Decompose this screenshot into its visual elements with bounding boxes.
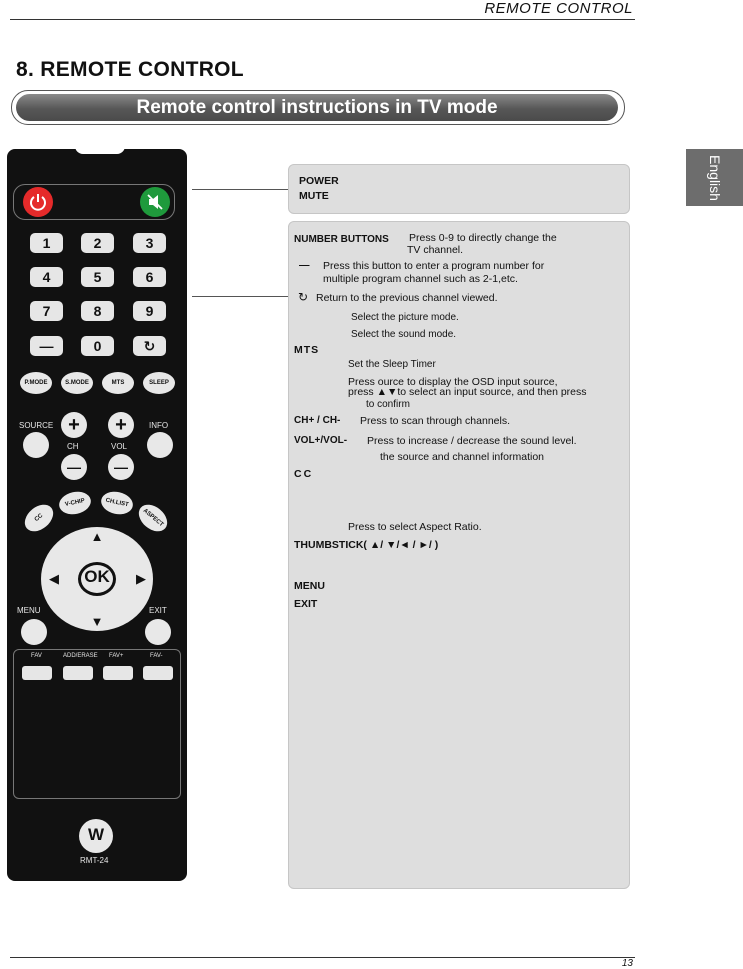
info-label: INFO [149, 421, 169, 430]
dash-symbol: — [299, 259, 310, 271]
fav-minus-button[interactable] [143, 666, 173, 680]
vol-desc: Press to increase / decrease the sound level. [367, 435, 577, 447]
model-label: RMT-24 [80, 856, 109, 865]
dash-desc-2: multiple program channel such as 2-1,etc. [323, 273, 518, 285]
minus-icon: — [67, 459, 81, 475]
number-button-7[interactable]: 7 [30, 301, 63, 321]
number-button-5[interactable]: 5 [81, 267, 114, 287]
leader-line-power [192, 189, 288, 190]
ok-label: OK [84, 567, 110, 586]
info-button[interactable] [147, 432, 173, 458]
header-title: REMOTE CONTROL [484, 0, 633, 17]
sleep-button[interactable]: SLEEP [143, 372, 175, 394]
sleep-desc: Set the Sleep Timer [348, 359, 436, 370]
exit-label: EXIT [149, 606, 167, 615]
language-tab-label: English [706, 154, 723, 201]
mute-button[interactable] [140, 187, 170, 217]
number-buttons-heading: NUMBER BUTTONS [294, 234, 389, 245]
smode-desc: Select the sound mode. [351, 329, 457, 340]
vol-down-button[interactable] [108, 454, 134, 480]
cc-button[interactable]: CC [20, 499, 59, 536]
leader-line-numbers [192, 296, 288, 297]
vol-label: VOL [111, 442, 128, 451]
fav-plus-label: FAV+ [109, 653, 124, 659]
mts-button[interactable]: MTS [102, 372, 134, 394]
menu-label: MENU [17, 606, 41, 615]
chlist-button[interactable]: CH.LIST [99, 489, 135, 517]
source-button[interactable] [23, 432, 49, 458]
fav-label: FAV [31, 653, 42, 659]
instructions-panel [288, 221, 630, 889]
section-banner [11, 90, 625, 125]
up-arrow-button[interactable]: ▲ [90, 529, 104, 544]
number-button-4[interactable]: 4 [30, 267, 63, 287]
fav-minus-label: FAV- [150, 653, 163, 659]
dash-desc-1: Press this button to enter a program number for [323, 260, 545, 272]
cc-heading: CC [294, 468, 314, 480]
number-button-0[interactable]: 0 [81, 336, 114, 356]
brand-logo [79, 819, 113, 853]
minus-icon: — [114, 459, 128, 475]
mts-heading: MTS [294, 344, 320, 356]
exit-button[interactable] [145, 619, 171, 645]
ch-desc: Press to scan through channels. [360, 415, 511, 427]
dash-button[interactable]: — [30, 336, 63, 356]
thumbstick-heading: THUMBSTICK( ▲/ ▼/◄ / ►/ ) [294, 539, 439, 551]
logo-letter: W [87, 825, 105, 844]
header-rule [10, 19, 635, 20]
footer-rule [10, 957, 635, 958]
number-button-9[interactable]: 9 [133, 301, 166, 321]
pmode-desc: Select the picture mode. [351, 312, 459, 323]
number-button-1[interactable]: 1 [30, 233, 63, 253]
vol-up-button[interactable] [108, 412, 134, 438]
ch-up-button[interactable] [61, 412, 87, 438]
aspect-desc: Press to select Aspect Ratio. [348, 521, 482, 533]
pmode-button[interactable]: P.MODE [20, 372, 52, 394]
fav-button[interactable] [22, 666, 52, 680]
ok-button[interactable] [78, 562, 116, 596]
source-desc-2: press ▲▼to select an input source, and then press [348, 386, 587, 398]
fav-plus-button[interactable] [103, 666, 133, 680]
plus-icon: + [115, 414, 127, 436]
number-button-6[interactable]: 6 [133, 267, 166, 287]
vol-heading: VOL+/VOL- [294, 435, 348, 446]
page-number: 13 [621, 958, 633, 969]
number-button-2[interactable]: 2 [81, 233, 114, 253]
menu-button[interactable] [21, 619, 47, 645]
down-arrow-button[interactable]: ▼ [90, 614, 104, 629]
right-arrow-button[interactable]: ▶ [136, 571, 146, 586]
number-button-3[interactable]: 3 [133, 233, 166, 253]
left-arrow-button[interactable]: ◀ [49, 571, 59, 586]
power-icon [23, 187, 53, 217]
plus-icon: + [68, 414, 80, 436]
vchip-button[interactable]: V-CHIP [57, 489, 93, 517]
number-buttons-desc-2: TV channel. [407, 244, 464, 256]
section-title: 8. REMOTE CONTROL [16, 58, 244, 81]
number-button-8[interactable]: 8 [81, 301, 114, 321]
section-banner-text: Remote control instructions in TV mode [16, 94, 618, 121]
ch-heading: CH+ / CH- [294, 415, 341, 426]
language-tab [686, 149, 743, 206]
add-erase-label: ADD/ERASE [63, 653, 98, 659]
mute-heading: MUTE [299, 190, 329, 202]
ch-down-button[interactable] [61, 454, 87, 480]
recall-button[interactable]: ↻ [133, 336, 166, 356]
number-buttons-desc-1: Press 0-9 to directly change the [409, 232, 557, 244]
exit-heading: EXIT [294, 598, 318, 610]
power-button[interactable] [23, 187, 53, 217]
smode-button[interactable]: S.MODE [61, 372, 93, 394]
add-erase-button[interactable] [63, 666, 93, 680]
menu-heading: MENU [294, 580, 325, 592]
remote-top-notch [75, 146, 125, 154]
source-label: SOURCE [19, 421, 54, 430]
power-heading: POWER [299, 175, 339, 187]
aspect-button[interactable]: ASPECT [134, 499, 173, 536]
recall-icon: ↻ [298, 290, 309, 304]
ch-label: CH [67, 442, 79, 451]
source-desc-3: to confirm [366, 399, 410, 410]
recall-desc: Return to the previous channel viewed. [316, 292, 498, 304]
remote-control [7, 149, 187, 881]
mute-icon [140, 187, 170, 217]
power-mute-panel [288, 164, 630, 214]
source-desc-1: Press ource to display the OSD input source, [348, 376, 558, 388]
info-desc: the source and channel information [380, 451, 545, 463]
